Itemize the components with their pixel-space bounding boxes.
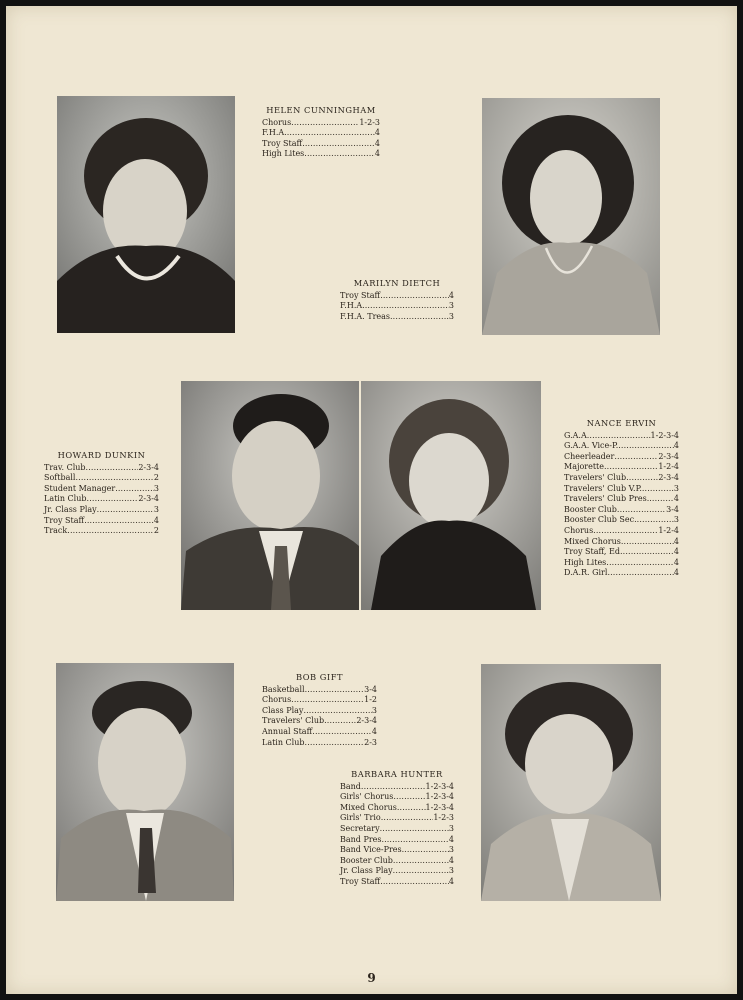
activity-row bbox=[340, 803, 454, 814]
activity-label: Latin Club bbox=[262, 737, 305, 747]
activity-years: 1-2-3-4 bbox=[425, 792, 454, 802]
leader-dots bbox=[618, 441, 674, 452]
leader-dots bbox=[649, 494, 674, 505]
leader-dots bbox=[397, 803, 426, 814]
activity-years: 2-3 bbox=[364, 737, 377, 747]
activity-years: 3 bbox=[448, 311, 454, 321]
leader-dots bbox=[384, 835, 449, 846]
activity-label: Chorus bbox=[262, 117, 292, 127]
activity-years: 3-4 bbox=[364, 684, 377, 694]
activity-row bbox=[340, 291, 454, 302]
leader-dots bbox=[404, 845, 449, 856]
activity-years: 4 bbox=[374, 128, 380, 138]
activity-row bbox=[340, 845, 454, 856]
entry-marilyn-dietch bbox=[340, 278, 454, 322]
activity-years: 3 bbox=[448, 823, 454, 833]
leader-dots bbox=[621, 537, 674, 548]
activity-years: 2-3-4 bbox=[138, 462, 159, 472]
leader-dots bbox=[115, 484, 154, 495]
leader-dots bbox=[620, 547, 674, 558]
activity-label: Secretary bbox=[340, 823, 380, 833]
activity-row bbox=[564, 537, 679, 548]
activity-years: 3 bbox=[153, 504, 159, 514]
leader-dots bbox=[642, 484, 674, 495]
activity-label: Band bbox=[340, 781, 361, 791]
leader-dots bbox=[593, 526, 658, 537]
activity-label: Mixed Chorus bbox=[564, 536, 621, 546]
activity-label: F.H.A. Treas bbox=[340, 311, 390, 321]
student-name: BARBARA HUNTER bbox=[351, 769, 443, 779]
activity-row bbox=[564, 505, 679, 516]
activity-label: Girls' Trio bbox=[340, 813, 381, 823]
leader-dots bbox=[291, 695, 364, 706]
entry-howard-dunkin bbox=[44, 450, 159, 537]
activity-years: 2 bbox=[153, 473, 159, 483]
activity-label: Chorus bbox=[564, 525, 594, 535]
activity-years: 2-3-4 bbox=[356, 716, 377, 726]
leader-dots bbox=[381, 813, 434, 824]
activity-row bbox=[340, 824, 454, 835]
leader-dots bbox=[380, 824, 449, 835]
activity-row bbox=[340, 877, 454, 888]
activity-years: 3 bbox=[448, 845, 454, 855]
student-name: BOB GIFT bbox=[296, 672, 343, 682]
activity-years: 4 bbox=[673, 536, 679, 546]
activity-label: Softball bbox=[44, 473, 76, 483]
activity-label: Jr. Class Play bbox=[44, 504, 97, 514]
activity-row bbox=[564, 484, 679, 495]
activity-label: G.A.A bbox=[564, 430, 587, 440]
leader-dots bbox=[67, 526, 154, 537]
activity-years: 1-2-3-4 bbox=[425, 781, 454, 791]
entry-barbara-hunter bbox=[340, 769, 454, 888]
leader-dots bbox=[393, 792, 425, 803]
activity-years: 4 bbox=[374, 149, 380, 159]
activity-label: Troy Staff bbox=[262, 138, 303, 148]
photo-barbara-hunter bbox=[481, 664, 661, 901]
activity-label: Majorette bbox=[564, 462, 604, 472]
activity-years: 4 bbox=[673, 547, 679, 557]
activity-label: Booster Club bbox=[340, 855, 393, 865]
activity-row bbox=[262, 727, 377, 738]
activity-row bbox=[564, 473, 679, 484]
activity-row bbox=[564, 526, 679, 537]
leader-dots bbox=[587, 431, 651, 442]
activity-label: Travelers' Club bbox=[262, 716, 325, 726]
activity-label: Travelers' Club bbox=[564, 472, 627, 482]
leader-dots bbox=[97, 505, 154, 516]
activity-row bbox=[564, 568, 679, 579]
activity-label: Jr. Class Play bbox=[340, 866, 393, 876]
activity-label: Latin Club bbox=[44, 494, 87, 504]
activity-label: Troy Staff, Ed bbox=[564, 547, 620, 557]
activity-years: 1-2-3-4 bbox=[650, 430, 679, 440]
yearbook-page bbox=[6, 6, 737, 994]
activity-row bbox=[340, 312, 454, 323]
leader-dots bbox=[75, 473, 153, 484]
activity-years: 1-2-3-4 bbox=[425, 802, 454, 812]
entry-bob-gift bbox=[262, 672, 377, 748]
activity-row bbox=[564, 441, 679, 452]
activity-years: 4 bbox=[448, 855, 454, 865]
activity-label: Troy Staff bbox=[340, 290, 381, 300]
activity-label: High Lites bbox=[564, 557, 607, 567]
page-number: 9 bbox=[367, 971, 376, 985]
leader-dots bbox=[393, 866, 449, 877]
activity-label: Band Pres. bbox=[340, 834, 385, 844]
leader-dots bbox=[305, 738, 365, 749]
activity-years: 3 bbox=[673, 483, 679, 493]
activity-row bbox=[564, 558, 679, 569]
leader-dots bbox=[303, 706, 371, 717]
activity-row bbox=[262, 139, 380, 150]
activity-label: Girls' Chorus bbox=[340, 792, 394, 802]
leader-dots bbox=[626, 473, 658, 484]
activity-label: Chorus bbox=[262, 695, 292, 705]
leader-dots bbox=[312, 727, 372, 738]
activity-years: 1-2-3 bbox=[359, 117, 380, 127]
activity-row bbox=[262, 716, 377, 727]
activity-row bbox=[564, 462, 679, 473]
entry-helen-cunningham bbox=[262, 105, 380, 160]
activity-row bbox=[340, 856, 454, 867]
activity-label: Trav. Club bbox=[44, 462, 86, 472]
leader-dots bbox=[365, 301, 449, 312]
activity-row bbox=[262, 149, 380, 160]
activity-label: Class Play bbox=[262, 705, 304, 715]
leader-dots bbox=[607, 568, 673, 579]
student-name: HELEN CUNNINGHAM bbox=[266, 105, 376, 115]
activity-years: 3-4 bbox=[666, 504, 679, 514]
activity-row bbox=[44, 516, 159, 527]
activity-label: Booster Club bbox=[564, 504, 617, 514]
activity-years: 4 bbox=[673, 557, 679, 567]
leader-dots bbox=[393, 856, 449, 867]
activity-row bbox=[340, 835, 454, 846]
activity-label: Mixed Chorus bbox=[340, 802, 397, 812]
activity-row bbox=[564, 547, 679, 558]
activity-row bbox=[564, 431, 679, 442]
activity-row bbox=[262, 706, 377, 717]
photo-marilyn-dietch bbox=[482, 98, 660, 335]
activity-years: 4 bbox=[153, 515, 159, 525]
leader-dots bbox=[390, 312, 449, 323]
activity-years: 4 bbox=[448, 876, 454, 886]
activity-years: 3 bbox=[448, 301, 454, 311]
activity-label: F.H.A. bbox=[262, 128, 287, 138]
activity-row bbox=[340, 866, 454, 877]
activity-years: 4 bbox=[371, 726, 377, 736]
activity-years: 3 bbox=[153, 483, 159, 493]
activity-row bbox=[340, 792, 454, 803]
activity-row bbox=[340, 301, 454, 312]
activity-row bbox=[262, 118, 380, 129]
activity-years: 4 bbox=[448, 290, 454, 300]
activity-label: Travelers' Club Pres. bbox=[564, 494, 650, 504]
leader-dots bbox=[87, 494, 139, 505]
activity-years: 2-3-4 bbox=[138, 494, 159, 504]
activity-row bbox=[44, 484, 159, 495]
activity-row bbox=[44, 505, 159, 516]
activity-years: 1-2-4 bbox=[658, 525, 679, 535]
activity-row bbox=[564, 494, 679, 505]
leader-dots bbox=[606, 558, 674, 569]
leader-dots bbox=[291, 118, 359, 129]
activity-years: 3 bbox=[448, 866, 454, 876]
photo-howard-dunkin bbox=[181, 381, 359, 610]
activity-years: 2-3-4 bbox=[658, 472, 679, 482]
student-name: HOWARD DUNKIN bbox=[57, 450, 146, 460]
leader-dots bbox=[302, 139, 375, 150]
photo-nance-ervin bbox=[361, 381, 541, 610]
activity-years: 4 bbox=[374, 138, 380, 148]
photo-bob-gift bbox=[56, 663, 234, 901]
leader-dots bbox=[361, 782, 426, 793]
activity-label: D.A.R. Girl bbox=[564, 568, 608, 578]
activity-years: 1-2-4 bbox=[658, 462, 679, 472]
activity-years: 1-2 bbox=[364, 695, 377, 705]
entry-nance-ervin bbox=[564, 418, 679, 579]
leader-dots bbox=[637, 515, 674, 526]
activity-label: Travelers' Club V.P. bbox=[564, 483, 642, 493]
activity-years: 1-2-3 bbox=[433, 813, 454, 823]
leader-dots bbox=[380, 291, 449, 302]
leader-dots bbox=[86, 463, 139, 474]
activity-years: 4 bbox=[673, 494, 679, 504]
activity-label: Basketball bbox=[262, 684, 305, 694]
student-name: NANCE ERVIN bbox=[586, 418, 657, 428]
activity-years: 2-3-4 bbox=[658, 451, 679, 461]
activity-row bbox=[262, 738, 377, 749]
activity-label: Student Manager bbox=[44, 483, 116, 493]
activity-years: 4 bbox=[448, 834, 454, 844]
leader-dots bbox=[305, 685, 365, 696]
student-name: MARILYN DIETCH bbox=[353, 278, 441, 288]
activity-row bbox=[564, 515, 679, 526]
activity-years: 3 bbox=[371, 705, 377, 715]
leader-dots bbox=[84, 516, 154, 527]
activity-label: Troy Staff bbox=[44, 515, 85, 525]
activity-row bbox=[262, 128, 380, 139]
activity-years: 2 bbox=[153, 526, 159, 536]
activity-label: Troy Staff bbox=[340, 876, 381, 886]
leader-dots bbox=[380, 877, 449, 888]
activity-row bbox=[564, 452, 679, 463]
activity-years: 3 bbox=[673, 515, 679, 525]
activity-row bbox=[340, 813, 454, 824]
activity-years: 4 bbox=[673, 441, 679, 451]
activity-row bbox=[44, 463, 159, 474]
leader-dots bbox=[287, 128, 375, 139]
activity-label: F.H.A. bbox=[340, 301, 365, 311]
activity-label: G.A.A. Vice-P. bbox=[564, 441, 619, 451]
activity-label: Booster Club Sec. bbox=[564, 515, 637, 525]
activity-row bbox=[44, 526, 159, 537]
activity-label: High Lites bbox=[262, 149, 305, 159]
activity-row bbox=[340, 782, 454, 793]
activity-label: Band Vice-Pres. bbox=[340, 845, 405, 855]
activity-label: Track bbox=[44, 526, 68, 536]
leader-dots bbox=[617, 505, 666, 516]
photo-helen-cunningham bbox=[57, 96, 235, 333]
leader-dots bbox=[304, 149, 375, 160]
activity-years: 4 bbox=[673, 568, 679, 578]
activity-row bbox=[44, 494, 159, 505]
activity-row bbox=[262, 685, 377, 696]
leader-dots bbox=[614, 452, 658, 463]
leader-dots bbox=[604, 462, 658, 473]
activity-label: Annual Staff bbox=[262, 726, 313, 736]
leader-dots bbox=[324, 716, 356, 727]
activity-row bbox=[44, 473, 159, 484]
activity-row bbox=[262, 695, 377, 706]
activity-label: Cheerleader bbox=[564, 451, 615, 461]
